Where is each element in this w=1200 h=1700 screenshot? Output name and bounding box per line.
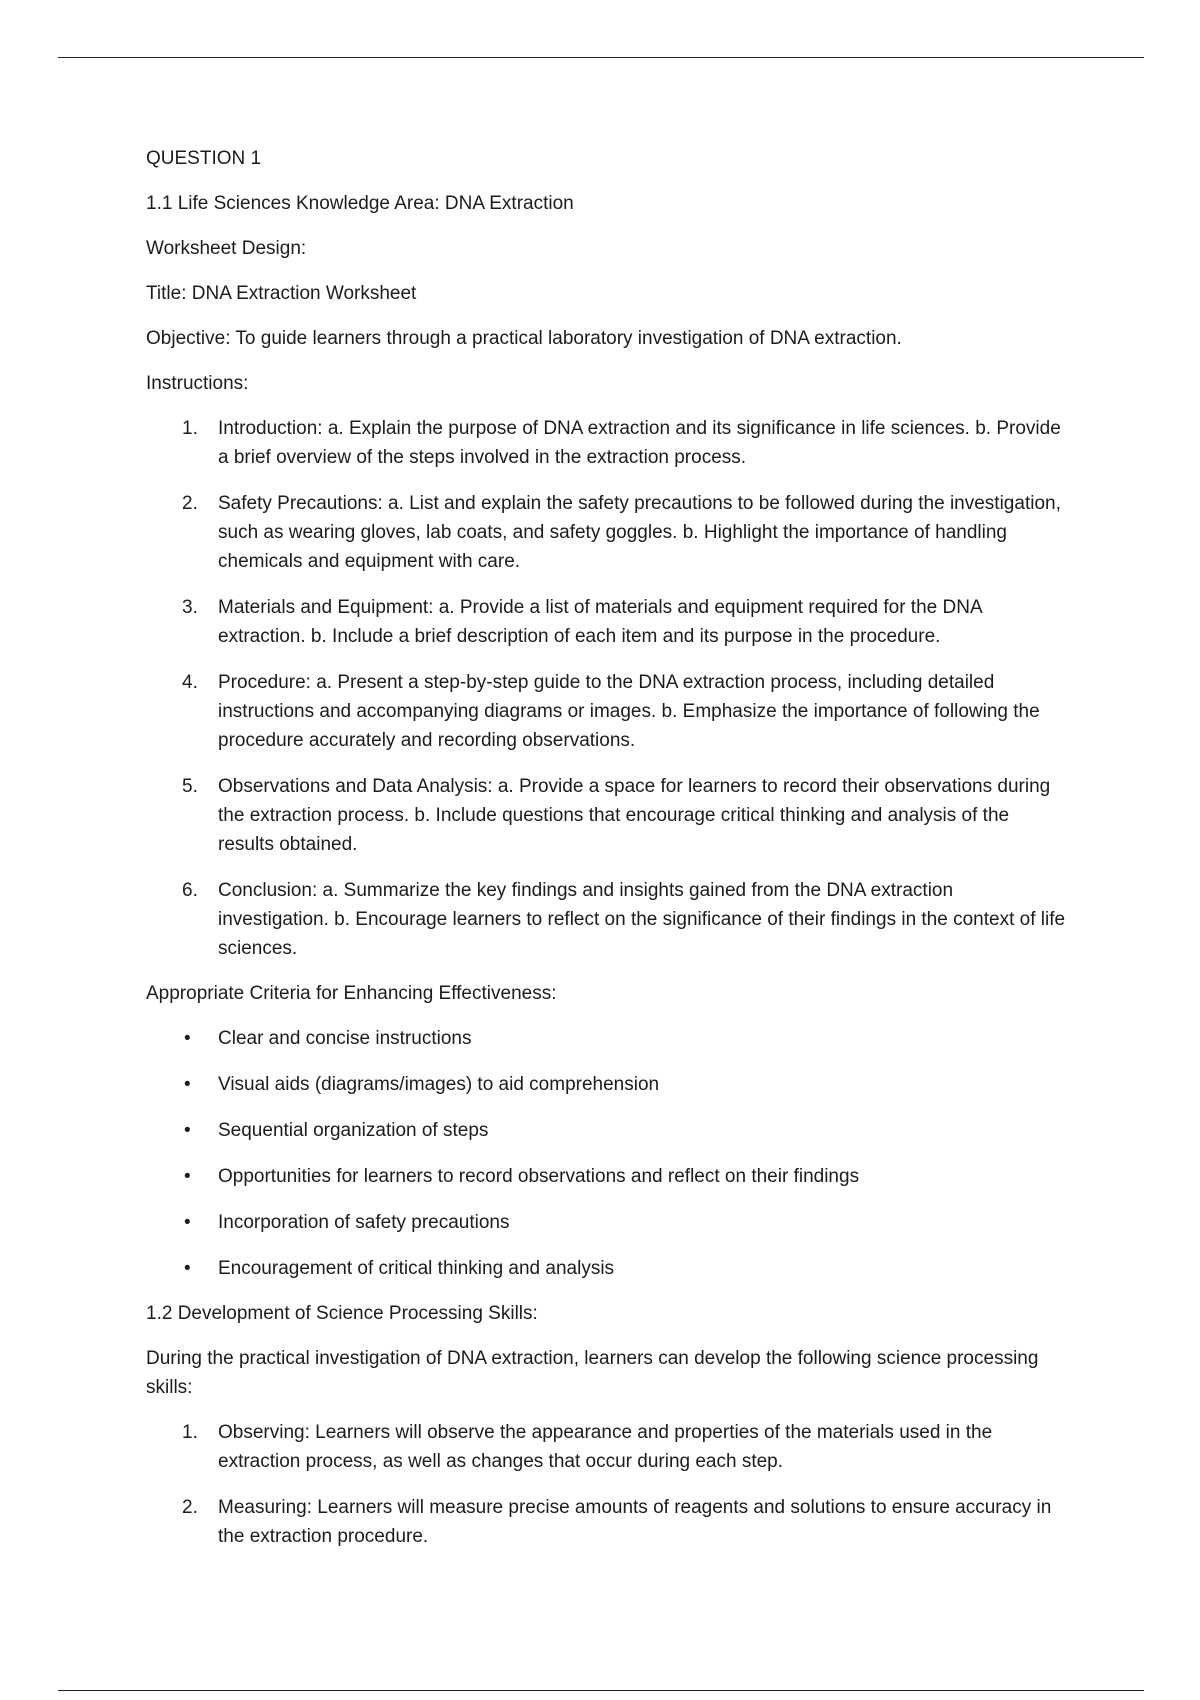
criteria-label: Appropriate Criteria for Enhancing Effectiveness:	[146, 983, 557, 1004]
list-item	[146, 772, 1066, 859]
question-heading: QUESTION 1	[146, 148, 262, 169]
section-1-2-heading: 1.2 Development of Science Processing Skills:	[146, 1303, 538, 1324]
list-number: 6.	[182, 880, 198, 901]
instructions-list	[146, 414, 1066, 963]
instructions-label: Instructions:	[146, 373, 249, 394]
document-body	[146, 144, 1066, 1567]
bottom-rule	[58, 1690, 1144, 1691]
list-item	[146, 414, 1066, 472]
list-item-text: Observing: Learners will observe the appearance and properties of the materials used in the extraction process, as well as changes that occur during each step.	[218, 1422, 993, 1472]
skills-list	[146, 1418, 1066, 1551]
bullet-icon: •	[184, 1212, 191, 1233]
section-1-1-heading: 1.1 Life Sciences Knowledge Area: DNA Extraction	[146, 193, 574, 214]
list-number: 3.	[182, 597, 198, 618]
bullet-icon: •	[184, 1258, 191, 1279]
list-item-text: Conclusion: a. Summarize the key findings and insights gained from the DNA extraction investigation. b. Encourage learners to reflect on the significance of their findings in the context of life sciences.	[218, 880, 1066, 959]
list-item-text: Sequential organization of steps	[218, 1120, 489, 1141]
list-item-text: Materials and Equipment: a. Provide a list of materials and equipment required for the DNA extraction. b. Include a brief description of each item and its purpose in the procedure.	[218, 597, 982, 647]
criteria-list	[146, 1024, 1066, 1283]
list-number: 2.	[182, 493, 198, 514]
list-item	[146, 1418, 1066, 1476]
list-item	[146, 1254, 1066, 1283]
list-item-text: Procedure: a. Present a step-by-step guide to the DNA extraction process, including detailed instructions and accompanying diagrams or images. b. Emphasize the importance of following the procedure accurately and recording observations.	[218, 672, 1040, 751]
bullet-icon: •	[184, 1028, 191, 1049]
list-item	[146, 1493, 1066, 1551]
bullet-icon: •	[184, 1166, 191, 1187]
skills-intro: During the practical investigation of DNA extraction, learners can develop the following science processing skills:	[146, 1348, 1039, 1398]
list-item	[146, 1116, 1066, 1145]
list-number: 4.	[182, 672, 198, 693]
list-item-text: Safety Precautions: a. List and explain the safety precautions to be followed during the investigation, such as wearing gloves, lab coats, and safety goggles. b. Highlight the importance of handling chemicals and equipment with care.	[218, 493, 1061, 572]
objective: Objective: To guide learners through a practical laboratory investigation of DNA extraction.	[146, 328, 902, 349]
list-item-text: Visual aids (diagrams/images) to aid comprehension	[218, 1074, 660, 1095]
list-item	[146, 1024, 1066, 1053]
list-item-text: Encouragement of critical thinking and analysis	[218, 1258, 615, 1279]
list-number: 2.	[182, 1497, 198, 1518]
bullet-icon: •	[184, 1074, 191, 1095]
list-item	[146, 593, 1066, 651]
list-number: 1.	[182, 1422, 198, 1443]
list-item-text: Incorporation of safety precautions	[218, 1212, 510, 1233]
list-item-text: Clear and concise instructions	[218, 1028, 472, 1049]
worksheet-title: Title: DNA Extraction Worksheet	[146, 283, 417, 304]
worksheet-design-label: Worksheet Design:	[146, 238, 307, 259]
list-item-text: Measuring: Learners will measure precise amounts of reagents and solutions to ensure accuracy in the extraction procedure.	[218, 1497, 1052, 1547]
list-item	[146, 1208, 1066, 1237]
top-rule	[58, 57, 1144, 58]
list-item	[146, 1070, 1066, 1099]
list-item-text: Introduction: a. Explain the purpose of DNA extraction and its significance in life sciences. b. Provide a brief overview of the steps involved in the extraction process.	[218, 418, 1061, 468]
list-item	[146, 489, 1066, 576]
bullet-icon: •	[184, 1120, 191, 1141]
list-item	[146, 668, 1066, 755]
list-number: 5.	[182, 776, 198, 797]
list-item	[146, 876, 1066, 963]
list-item	[146, 1162, 1066, 1191]
list-number: 1.	[182, 418, 198, 439]
list-item-text: Observations and Data Analysis: a. Provide a space for learners to record their observations during the extraction process. b. Include questions that encourage critical thinking and analysis of the results obtained.	[218, 776, 1051, 855]
list-item-text: Opportunities for learners to record observations and reflect on their findings	[218, 1166, 860, 1187]
